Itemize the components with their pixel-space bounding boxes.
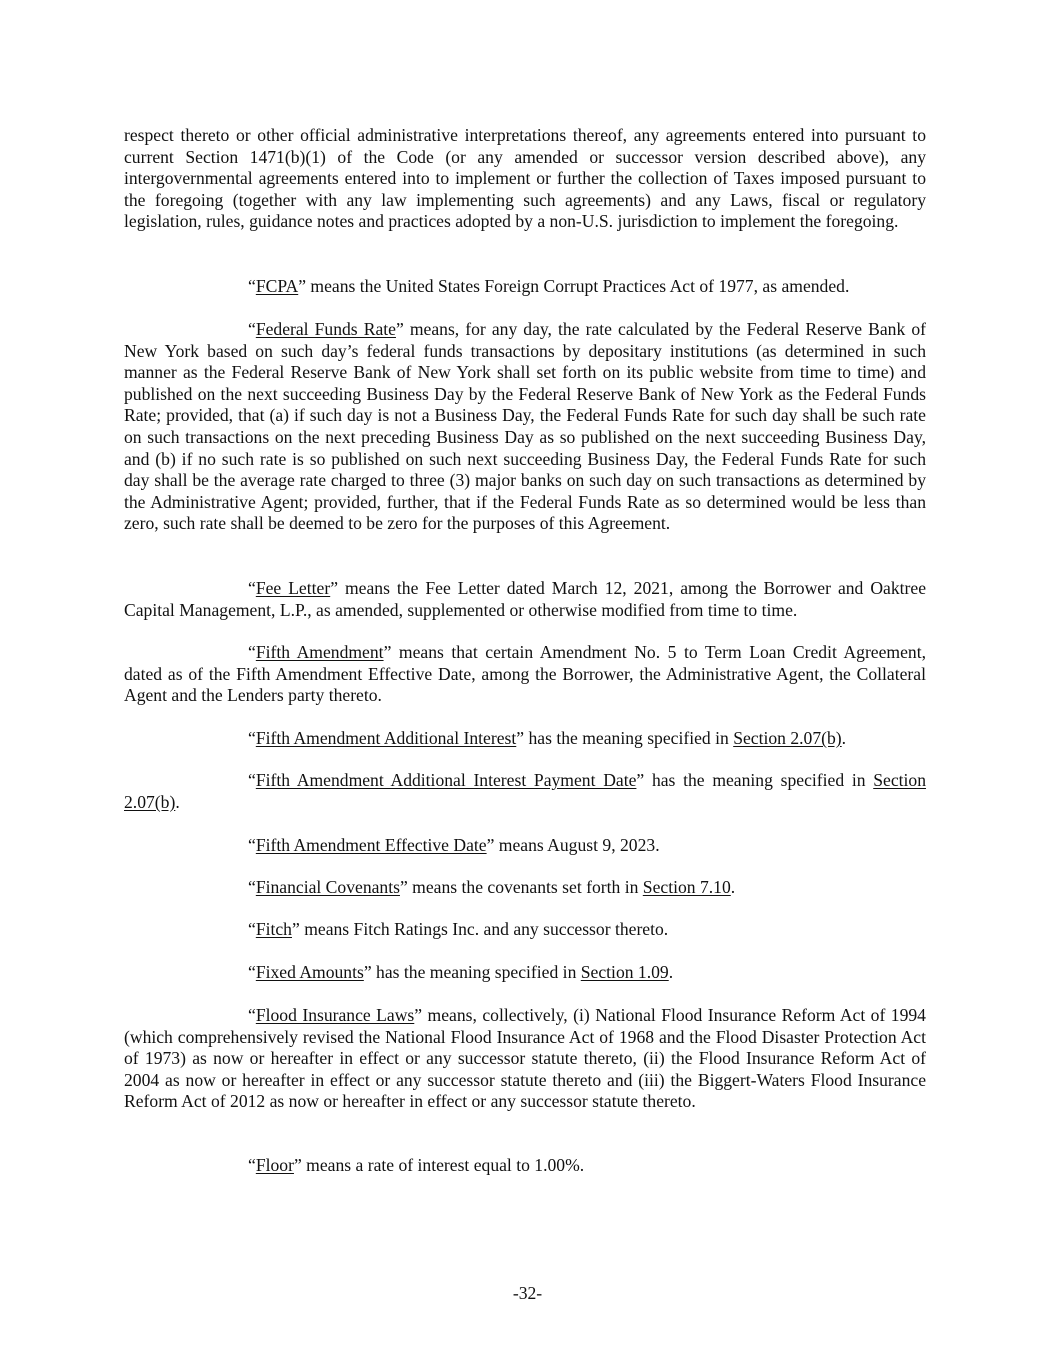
- defined-term: Federal Funds Rate: [255, 319, 396, 339]
- definition-tail: .: [668, 962, 674, 982]
- section-reference-link[interactable]: Section 1.09: [580, 962, 669, 982]
- definition-fifth-amendment-additional-interest-payment-date: “Fifth Amendment Additional Interest Payment Date” has the meaning specified in Section 2.07(b).: [124, 770, 927, 812]
- continuation-paragraph: [124, 125, 926, 233]
- page-number: -32-: [512, 1283, 543, 1303]
- defined-term: Fitch: [255, 919, 292, 939]
- definition-flood-insurance-laws: “Flood Insurance Laws” means, collectively, (i) National Flood Insurance Reform Act of 1994 (which comprehensively revised the National Flood Insurance Act of 1968 and the Flood Disaster Protection Act of 1973) as now or hereafter in effect or any successor statute thereto, (ii) the Flood Insurance Reform Act of 2004 as now or hereafter in effect or any successor statute thereto and (iii) the Biggert-Waters Flood Insurance Reform Act of 2012 as now or hereafter in effect or any successor statute thereto.: [124, 1005, 926, 1112]
- section-reference-link[interactable]: Section 2.07(b): [124, 770, 927, 812]
- definition-text: means that certain Amendment No. 5 to Term Loan Credit Agreement, dated as of the Fifth Amendment Effective Date, among the Borrower, the Administrative Agent, the Collateral Agent and the Lenders party thereto.: [124, 642, 926, 706]
- definition-fitch: “Fitch” means Fitch Ratings Inc. and any successor thereto.: [248, 919, 669, 939]
- definition-floor: “Floor” means a rate of interest equal to 1.00%.: [248, 1155, 585, 1175]
- defined-term: Floor: [255, 1155, 294, 1175]
- definition-text: has the meaning specified in: [644, 770, 874, 790]
- defined-term: Flood Insurance Laws: [255, 1005, 415, 1025]
- defined-term: Fifth Amendment Additional Interest: [255, 728, 517, 748]
- definition-tail: .: [175, 791, 180, 812]
- definition-tail: .: [730, 877, 736, 897]
- definition-fifth-amendment: “Fifth Amendment” means that certain Amendment No. 5 to Term Loan Credit Agreement, dated as of the Fifth Amendment Effective Date, among the Borrower, the Administrative Agent, the Collateral Agent and the Lenders party thereto.: [124, 642, 926, 706]
- definition-text: means the Fee Letter dated March 12, 2021, among the Borrower and Oaktree Capital Management, L.P., as amended, supplemented or otherwise modified from time to time.: [124, 578, 926, 620]
- definition-fixed-amounts: “Fixed Amounts” has the meaning specified in Section 1.09.: [248, 962, 674, 982]
- definition-financial-covenants: “Financial Covenants” means the covenants set forth in Section 7.10.: [248, 877, 736, 897]
- definition-text: has the meaning specified in: [524, 728, 734, 748]
- definition-text: means the United States Foreign Corrupt Practices Act of 1977, as amended.: [306, 276, 850, 296]
- defined-term: Fee Letter: [255, 578, 331, 598]
- definition-text: means a rate of interest equal to 1.00%.: [301, 1155, 585, 1175]
- definition-federal-funds-rate: “Federal Funds Rate” means, for any day, the rate calculated by the Federal Reserve Bank of New York based on such day’s federal funds transactions by depositary institutions (as determined in such manner as the Federal Reserve Bank of New York shall set forth on its public website from time to time) and published on the next succeeding Business Day by the Federal Reserve Bank of New York as the Federal Funds Rate; provided, that (a) if such day is not a Business Day, the Federal Funds Rate for such day shall be such rate on such transactions on the next preceding Business Day as so published on the next succeeding Business Day, and (b) if no such rate is so published on such next succeeding Business Day, the Federal Funds Rate for such day shall be the average rate charged to three (3) major banks on such day on such transactions as determined by the Administrative Agent; provided, further, that if the Federal Funds Rate as so determined would be less than zero, such rate shall be deemed to be zero for the purposes of this Agreement.: [124, 319, 926, 534]
- definition-text: means, collectively, (i) National Flood Insurance Reform Act of 1994 (which comprehensively revised the National Flood Insurance Act of 1968 and the Flood Disaster Protection Act of 1973) as now or hereafter in effect or any successor statute thereto, (ii) the Flood Insurance Reform Act of 2004 as now or hereafter in effect or any successor statute thereto and (iii) the Biggert-Waters Flood Insurance Reform Act of 2012 as now or hereafter in effect or any successor statute thereto.: [124, 1005, 926, 1112]
- definition-fifth-amendment-additional-interest: “Fifth Amendment Additional Interest” has the meaning specified in Section 2.07(b).: [248, 728, 847, 748]
- definition-text: has the meaning specified in: [371, 962, 581, 982]
- definition-fee-letter: “Fee Letter” means the Fee Letter dated March 12, 2021, among the Borrower and Oaktree Capital Management, L.P., as amended, supplemented or otherwise modified from time to time.: [124, 578, 926, 620]
- defined-term: FCPA: [255, 276, 299, 296]
- defined-term: Fifth Amendment: [255, 642, 384, 662]
- section-reference-link[interactable]: Section 7.10: [642, 877, 731, 897]
- defined-term: Financial Covenants: [255, 877, 400, 897]
- definition-fcpa: “FCPA” means the United States Foreign Corrupt Practices Act of 1977, as amended.: [248, 276, 850, 296]
- defined-term: Fixed Amounts: [255, 962, 364, 982]
- definition-tail: .: [841, 728, 847, 748]
- section-reference-link[interactable]: Section 2.07(b): [733, 728, 842, 748]
- definition-text: means, for any day, the rate calculated by the Federal Reserve Bank of New York based on such day’s federal funds transactions by depositary institutions (as determined in such manner as the Federal Reserve Bank of New York shall set forth on its public website from time to time) and published on the next succeeding Business Day by the Federal Reserve Bank of New York as the Federal Funds Rate; provided, that (a) if such day is not a Business Day, the Federal Funds Rate for such day shall be such rate on such transactions on the next preceding Business Day as so published on the next succeeding Business Day, and (b) if no such rate is so published on such next succeeding Business Day, the Federal Funds Rate for such day shall be the average rate charged to three (3) major banks on such day on such transactions as determined by the Administrative Agent; provided, further, that if the Federal Funds Rate as so determined would be less than zero, such rate shall be deemed to be zero for the purposes of this Agreement.: [124, 319, 926, 534]
- continuation-text: respect thereto or other official administrative interpretations thereof, any agreements entered into pursuant to current Section 1471(b)(1) of the Code (or any amended or successor version described above), any intergovernmental agreements entered into to implement or further the collection of Taxes imposed pursuant to the foregoing (together with any law implementing such agreements) and any Laws, fiscal or regulatory legislation, rules, guidance notes and practices adopted by a non-U.S. jurisdiction to implement the foregoing.: [124, 125, 926, 232]
- defined-term: Fifth Amendment Effective Date: [255, 835, 487, 855]
- definition-text: means August 9, 2023.: [494, 835, 660, 855]
- definition-text: means Fitch Ratings Inc. and any successor thereto.: [299, 919, 669, 939]
- definition-fifth-amendment-effective-date: “Fifth Amendment Effective Date” means August 9, 2023.: [248, 835, 660, 855]
- definition-text: means the covenants set forth in: [407, 877, 643, 897]
- defined-term: Fifth Amendment Additional Interest Payment Date: [255, 770, 637, 790]
